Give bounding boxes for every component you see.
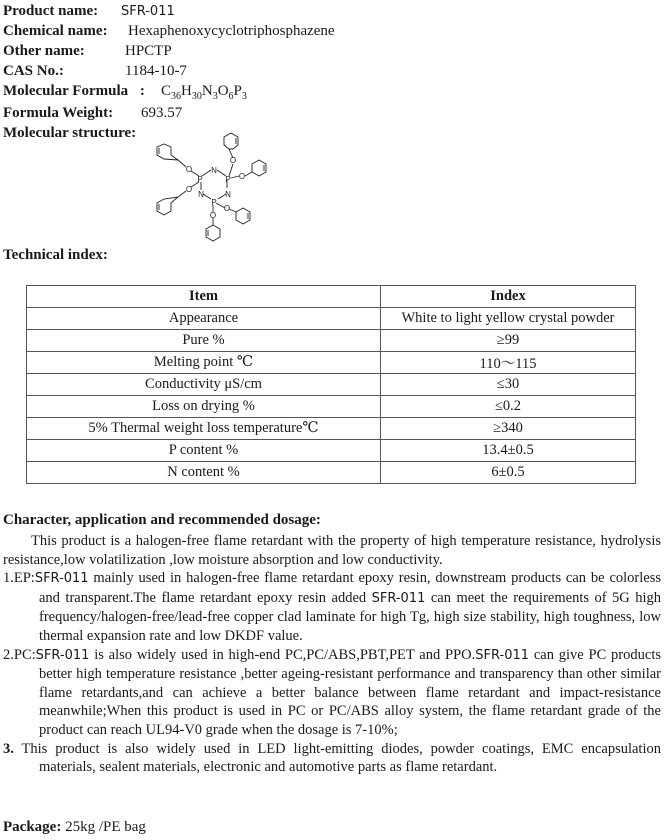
formula-label: Molecular Formula [3, 83, 129, 99]
atom-n: N [211, 166, 217, 175]
atom-o: O [238, 172, 246, 181]
package-row [3, 818, 146, 836]
table-cell-item: P content % [27, 440, 381, 462]
atom-o: O [209, 211, 217, 220]
cas-row [3, 62, 187, 80]
intro-paragraph: This product is a halogen-free flame retardant with the property of high temperature resistance, hydrolysis resistance,low volatilization ,low moisture absorption and low conductivity. [3, 533, 661, 568]
cas-label: CAS No.: [3, 63, 64, 79]
table-row [27, 418, 636, 440]
other-name-label: Other name: [3, 43, 85, 59]
table-cell-item: Appearance [27, 308, 381, 330]
formula-colon: : [139, 83, 145, 99]
table-cell-index: ≥340 [381, 418, 636, 440]
application-pc: 2.PC:SFR-011 is also widely used in high-end PC,PC/ABS,PBT,PET and PPO.SFR-011 can give PC products better high temperature resistance ,better ageing-resistant performance and transparency than other similar flame retardants,and can achieve a better balance between flame retardant and impact-resistance meanwhile;When this product is used in PC or PC/ABS alloy system, the flame retardant grade of the product can reach UL94-V0 grade when the dosage is 7-10%; [3, 646, 661, 738]
atom-o: O [185, 165, 193, 174]
table-row [27, 440, 636, 462]
atom-o: O [229, 156, 237, 165]
product-name-label: Product name: [3, 3, 99, 19]
product-name-row [3, 2, 175, 20]
atom-o: O [185, 185, 193, 194]
table-cell-item: Conductivity μS/cm [27, 374, 381, 396]
chemical-name-label: Chemical name: [3, 23, 108, 39]
technical-index-title: Technical index: [3, 247, 108, 263]
atom-n: N [225, 190, 231, 199]
table-cell-item: Melting point ℃ [27, 352, 381, 374]
formula-value: $C_{36}H_{30}N_3O_6P_3$ [161, 83, 247, 102]
atom-p: P [211, 198, 217, 207]
table-cell-item: 5% Thermal weight loss temperature℃ [27, 418, 381, 440]
table-row [27, 330, 636, 352]
table-row [27, 462, 636, 484]
package-value: 25kg /PE bag [65, 819, 146, 835]
chemical-name-value: Hexaphenoxycyclotriphosphazene [128, 23, 335, 39]
table-cell-item: N content % [27, 462, 381, 484]
table-row [27, 352, 636, 374]
technical-index-table [26, 285, 636, 484]
character-title: Character, application and recommended dosage: [3, 512, 321, 528]
package-label: Package: [3, 819, 62, 835]
table-header-row [27, 286, 636, 308]
atom-p: P [225, 175, 231, 184]
table-cell-item: Pure % [27, 330, 381, 352]
other-name-row [3, 42, 172, 60]
atom-n: N [198, 190, 204, 199]
table-row [27, 308, 636, 330]
table-cell-index: White to light yellow crystal powder [381, 308, 636, 330]
table-cell-index: 13.4±0.5 [381, 440, 636, 462]
table-cell-index: ≤30 [381, 374, 636, 396]
table-cell-item: Loss on drying % [27, 396, 381, 418]
other-name-value: HPCTP [125, 43, 172, 59]
atom-p: P [197, 175, 203, 184]
table-cell-index: ≥99 [381, 330, 636, 352]
table-cell-index: 6±0.5 [381, 462, 636, 484]
application-led: 3. This product is also widely used in LED light-emitting diodes, powder coatings, EMC encapsulation materials, sealent materials, electronic and automotive parts as flame retardant. [3, 740, 661, 776]
table-cell-index: ≤0.2 [381, 396, 636, 418]
table-header-item: Item [27, 286, 381, 308]
molecular-structure-image [145, 120, 275, 245]
application-ep: 1.EP:SFR-011 mainly used in halogen-free flame retardant epoxy resin, downstream products can be colorless and transparent.The flame retardant epoxy resin added SFR-011 can meet the requirements of 5G high frequency/halogen-free/lead-free copper clad laminate for high Tg, high size stability, high toughness, low thermal expansion rate and low DKDF value. [3, 570, 661, 644]
table-row [27, 396, 636, 418]
table-row [27, 374, 636, 396]
formula-row [3, 82, 247, 102]
weight-label: Formula Weight: [3, 105, 114, 121]
atom-o: O [223, 204, 231, 213]
product-name-value: SFR-011 [121, 4, 175, 19]
chemical-name-row [3, 22, 335, 40]
table-header-index: Index [381, 286, 636, 308]
structure-label: Molecular structure: [3, 125, 137, 141]
character-body [3, 532, 661, 777]
weight-row [3, 104, 183, 122]
structure-row [3, 124, 136, 142]
table-cell-index: 110～115 [381, 352, 636, 374]
cas-value: 1184-10-7 [125, 63, 187, 79]
weight-value: 693.57 [141, 105, 183, 121]
